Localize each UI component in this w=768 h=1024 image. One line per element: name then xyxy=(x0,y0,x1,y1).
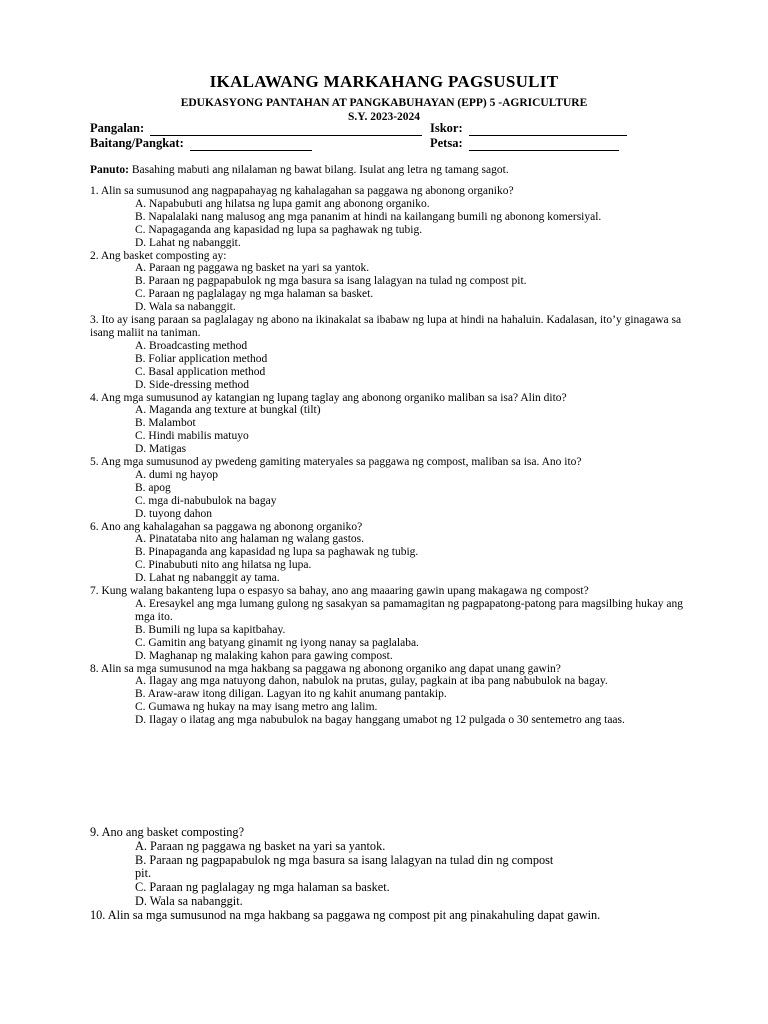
choice-4c: C. Hindi mabilis matuyo xyxy=(135,430,249,443)
choice-9c: C. Paraan ng paglalagay ng mga halaman sa basket. xyxy=(135,880,390,895)
choice-3c: C. Basal application method xyxy=(135,365,266,378)
name-field[interactable] xyxy=(90,121,422,136)
choice-2d: D. Wala sa nabanggit. xyxy=(135,301,236,314)
score-blank[interactable] xyxy=(469,123,627,136)
choice-1b: B. Napalalaki nang malusog ang mga pananim at hindi na kailangang bumili ng abonong komersiyal. xyxy=(135,210,602,223)
question-list-lower xyxy=(90,826,690,923)
choices-8 xyxy=(135,675,690,727)
choices-5 xyxy=(135,469,690,521)
choice-8d: D. Ilagay o ilatag ang mga nabubulok na bagay hanggang umabot ng 12 pulgada o 30 sentemetro ang taas. xyxy=(135,714,625,727)
grade-label: Baitang/Pangkat: xyxy=(90,136,184,150)
question-7: 7. Kung walang bakanteng lupa o espasyo sa bahay, ano ang maaaring gawin upang makagawa ng compost? xyxy=(90,585,589,598)
instructions xyxy=(90,164,509,176)
choice-1a: A. Napabubuti ang hilatsa ng lupa gamit ang abonong organiko. xyxy=(135,197,430,210)
score-field[interactable] xyxy=(430,121,627,136)
question-list xyxy=(90,185,690,727)
choice-4b: B. Malambot xyxy=(135,417,196,430)
choice-8a: A. Ilagay ang mga natuyong dahon, nabulok na prutas, gulay, pagkain at iba pang nabubulok na bagay. xyxy=(135,675,608,688)
grade-blank[interactable] xyxy=(190,138,312,151)
choice-6d: D. Lahat ng nabanggit ay tama. xyxy=(135,572,280,585)
exam-title: IKALAWANG MARKAHANG PAGSUSULIT xyxy=(209,72,559,91)
choice-5c: C. mga di-nabubulok na bagay xyxy=(135,494,277,507)
question-10: 10. Alin sa mga sumusunod na mga hakbang sa paggawa ng compost pit ang pinakahuling dapat gawin. xyxy=(90,907,601,922)
choice-8c: C. Gumawa ng hukay na may isang metro ang lalim. xyxy=(135,701,378,714)
choice-5a: A. dumi ng hayop xyxy=(135,468,219,481)
choices-2 xyxy=(135,262,690,314)
choice-3a: A. Broadcasting method xyxy=(135,339,248,352)
choice-4a: A. Maganda ang texture at bungkal (tilt) xyxy=(135,404,321,417)
date-blank[interactable] xyxy=(469,138,619,151)
choice-6c: C. Pinabubuti nito ang hilatsa ng lupa. xyxy=(135,559,312,572)
choice-6b: B. Pinapaganda ang kapasidad ng lupa sa paghawak ng tubig. xyxy=(135,546,419,559)
choice-7a: A. Eresaykel ang mga lumang gulong ng sasakyan sa pamamagitan ng pagpapatong-patong para magsilbing hukay ang mga ito. xyxy=(135,598,684,623)
choices-4 xyxy=(135,404,690,456)
grade-field[interactable] xyxy=(90,136,312,151)
date-field[interactable] xyxy=(430,136,619,151)
instructions-text: Basahing mabuti ang nilalaman ng bawat bilang. Isulat ang letra ng tamang sagot. xyxy=(131,164,509,176)
choices-9 xyxy=(135,840,555,909)
choice-1d: D. Lahat ng nabanggit. xyxy=(135,236,241,249)
choice-8b: B. Araw-araw itong diligan. Lagyan ito ng kahit anumang pantakip. xyxy=(135,688,447,701)
choice-3b: B. Foliar application method xyxy=(135,352,268,365)
choice-1c: C. Napagaganda ang kapasidad ng lupa sa paghawak ng tubig. xyxy=(135,223,423,236)
choice-7b: B. Bumili ng lupa sa kapitbahay. xyxy=(135,623,286,636)
choice-7d: D. Maghanap ng malaking kahon para gawing compost. xyxy=(135,649,393,662)
choices-1 xyxy=(135,198,690,250)
choice-3d: D. Side-dressing method xyxy=(135,378,250,391)
instructions-label: Panuto: xyxy=(90,164,129,176)
question-9: 9. Ano ang basket composting? xyxy=(90,825,245,839)
choice-2b: B. Paraan ng pagpapabulok ng mga basura sa isang lalagyan na tulad ng compost pit. xyxy=(135,275,527,288)
choice-9d: D. Wala sa nabanggit. xyxy=(135,893,243,908)
choices-3 xyxy=(135,340,690,392)
score-label: Iskor: xyxy=(430,121,463,135)
date-label: Petsa: xyxy=(430,136,463,150)
question-8: 8. Alin sa mga sumusunod na mga hakbang sa paggawa ng abonong organiko ang dapat unang gawin? xyxy=(90,662,561,675)
question-3: 3. Ito ay isang paraan sa paglalagay ng abono na ikinakalat sa ibabaw ng lupa at hindi na hahaluin. Kadalasan, ito’y ginagawa sa isang maliit na taniman. xyxy=(90,314,682,339)
choice-9a: A. Paraan ng paggawa ng basket na yari sa yantok. xyxy=(135,838,386,853)
choice-9b: B. Paraan ng pagpapabulok ng mga basura sa isang lalagyan na tulad din ng compost pit. xyxy=(135,852,554,881)
school-year: S.Y. 2023-2024 xyxy=(347,111,421,123)
name-label: Pangalan: xyxy=(90,121,145,135)
name-blank[interactable] xyxy=(150,123,422,136)
question-1: 1. Alin sa sumusunod ang nagpapahayag ng kahalagahan sa paggawa ng abonong organiko? xyxy=(90,185,514,197)
choices-6 xyxy=(135,533,690,585)
choice-2c: C. Paraan ng paglalagay ng mga halaman sa basket. xyxy=(135,288,374,301)
question-6: 6. Ano ang kahalagahan sa paggawa ng abonong organiko? xyxy=(90,520,363,533)
question-5: 5. Ang mga sumusunod ay pwedeng gamiting materyales sa paggawa ng compost, maliban sa isa. Ano ito? xyxy=(90,456,582,469)
question-4: 4. Ang mga sumusunod ay katangian ng lupang taglay ang abonong organiko maliban sa isa? Alin dito? xyxy=(90,391,567,404)
choice-2a: A. Paraan ng paggawa ng basket na yari sa yantok. xyxy=(135,262,370,275)
choice-7c: C. Gamitin ang batyang ginamit ng iyong nanay sa paglalaba. xyxy=(135,636,419,649)
choice-5b: B. apog xyxy=(135,481,171,494)
choice-5d: D. tuyong dahon xyxy=(135,507,212,520)
exam-subtitle: EDUKASYONG PANTAHAN AT PANGKABUHAYAN (EPP) 5 -AGRICULTURE xyxy=(180,97,588,109)
choice-4d: D. Matigas xyxy=(135,443,187,456)
question-2: 2. Ang basket composting ay: xyxy=(90,249,227,262)
choices-7 xyxy=(135,598,690,663)
choice-6a: A. Pinatataba nito ang halaman ng walang gastos. xyxy=(135,533,364,546)
